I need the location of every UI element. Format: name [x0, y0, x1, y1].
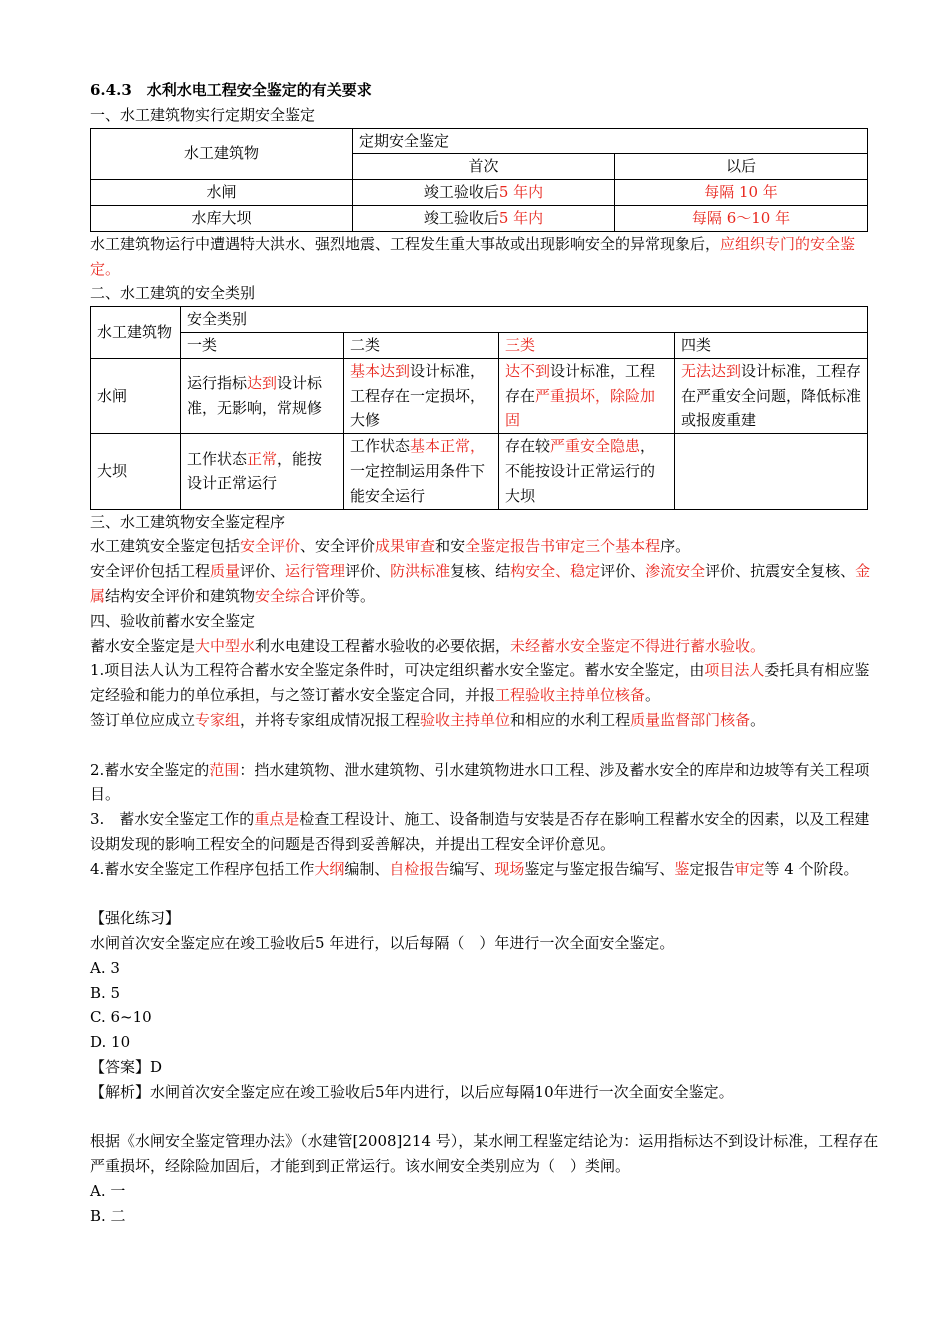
option-a: A. 一: [90, 1182, 126, 1201]
header-building: 水工建筑物: [91, 128, 353, 180]
header-class-2: 二类: [344, 332, 499, 358]
paragraph-item-2: 2.蓄水安全鉴定的范围：挡水建筑物、泄水建筑物、引水建筑物进水口工程、涉及蓄水安全的库岸和边坡等有关工程项目。: [90, 760, 870, 804]
cell-class-4: [675, 434, 868, 509]
subsection-title-4: 四、验收前蓄水安全鉴定: [90, 611, 256, 630]
header-after: 以后: [615, 154, 868, 180]
cell-class-1: 运行指标达到设计标准，无影响，常规修: [181, 358, 344, 433]
table-row: [91, 205, 868, 231]
paragraph-item-3: 3. 蓄水安全鉴定工作的重点是检查工程设计、施工、设备制造与安装是否存在影响工程蓄水安全的因素，以及工程建设期发现的影响工程安全的问题是否得到妥善解决，并提出工程安全评价意见。: [90, 810, 870, 853]
option-b: B. 二: [90, 1206, 126, 1225]
cell-name: 水闸: [91, 358, 181, 433]
header-class-4: 四类: [675, 332, 868, 358]
header-periodic: 定期安全鉴定: [353, 128, 868, 154]
paragraph-expert-group: 签订单位应成立专家组，并将专家组成情况报工程验收主持单位和相应的水利工程质量监督部门核备。: [90, 710, 766, 729]
option-b: B. 5: [90, 983, 121, 1002]
cell-class-4: 无法达到设计标准，工程存在严重安全问题，降低标准或报废重建: [675, 358, 868, 433]
paragraph-impoundment: 蓄水安全鉴定是大中型水利水电建设工程蓄水验收的必要依据，未经蓄水安全鉴定不得进行蓄水验收。: [90, 636, 766, 655]
periodic-inspection-table: [90, 128, 868, 232]
paragraph-evaluation: 安全评价包括工程质量评价、运行管理评价、防洪标准复核、结构安全、稳定评价、渗流安全评价、抗震安全复核、金属结构安全评价和建筑物安全综合评价等。: [90, 562, 871, 605]
cell-class-3: 存在较严重安全隐患，不能按设计正常运行的大坝: [499, 434, 675, 509]
answer-1: 【答案】D: [90, 1058, 163, 1077]
cell-after: 每隔 6～10 年: [615, 205, 868, 231]
option-d: D. 10: [90, 1033, 131, 1052]
paragraph-procedure: 水工建筑安全鉴定包括安全评价、安全评价成果审查和安全鉴定报告书审定三个基本程序。: [90, 537, 691, 556]
practice-title: 【强化练习】: [90, 909, 181, 928]
paragraph-abnormal: 水工建筑物运行中遭遇特大洪水、强烈地震、工程发生重大事故或出现影响安全的异常现象后，应组织专门的安全鉴定。: [90, 234, 856, 278]
subsection-title-3: 三、水工建筑物安全鉴定程序: [90, 512, 286, 531]
cell-name: 水闸: [91, 180, 353, 206]
cell-first: 竣工验收后5 年内: [353, 205, 615, 231]
paragraph-item-4: 4.蓄水安全鉴定工作程序包括工作大纲编制、自检报告编写、现场鉴定与鉴定报告编写、鉴定报告审定等 4 个阶段。: [90, 859, 859, 878]
option-c: C. 6~10: [90, 1008, 152, 1027]
header-class-1: 一类: [181, 332, 344, 358]
cell-class-1: 工作状态正常，能按设计正常运行: [181, 434, 344, 509]
cell-class-2: 基本达到设计标准，工程存在一定损坏，大修: [344, 358, 499, 433]
document-page: [90, 78, 880, 1229]
subsection-title-1: 一、水工建筑物实行定期安全鉴定: [90, 105, 316, 124]
table-row: [91, 358, 868, 433]
cell-name: 水库大坝: [91, 205, 353, 231]
question-2: 根据《水闸安全鉴定管理办法》（水建管[2008]214 号），某水闸工程鉴定结论为：运用指标达不到设计标准，工程存在严重损坏，经除险加固后，才能到到正常运行。该水闸安全类别应为（ ）类闸。: [90, 1132, 879, 1176]
header-building: 水工建筑物: [91, 307, 181, 359]
table-row: [91, 180, 868, 206]
header-class-3: 三类: [499, 332, 675, 358]
cell-name: 大坝: [91, 434, 181, 509]
table-row: [91, 434, 868, 509]
cell-first: 竣工验收后5 年内: [353, 180, 615, 206]
cell-class-2: 工作状态基本正常，一定控制运用条件下能安全运行: [344, 434, 499, 509]
question-1: 水闸首次安全鉴定应在竣工验收后5 年进行，以后每隔（ ）年进行一次全面安全鉴定。: [90, 934, 675, 953]
analysis-1: 【解析】水闸首次安全鉴定应在竣工验收后5年内进行，以后应每隔10年进行一次全面安全鉴定。: [90, 1082, 734, 1101]
header-first: 首次: [353, 154, 615, 180]
subsection-title-2: 二、水工建筑的安全类别: [90, 284, 256, 303]
section-heading: 6.4.3 水利水电工程安全鉴定的有关要求: [90, 81, 372, 99]
option-a: A. 3: [90, 958, 120, 977]
cell-class-3: 达不到设计标准，工程存在严重损坏，除险加固: [499, 358, 675, 433]
safety-category-table: [90, 306, 868, 509]
paragraph-item-1: 1.项目法人认为工程符合蓄水安全鉴定条件时，可决定组织蓄水安全鉴定。蓄水安全鉴定，由项目法人委托具有相应鉴定经验和能力的单位承担，与之签订蓄水安全鉴定合同，并报工程验收主持单位核备。: [90, 661, 870, 705]
header-category: 安全类别: [181, 307, 868, 333]
cell-after: 每隔 10 年: [615, 180, 868, 206]
